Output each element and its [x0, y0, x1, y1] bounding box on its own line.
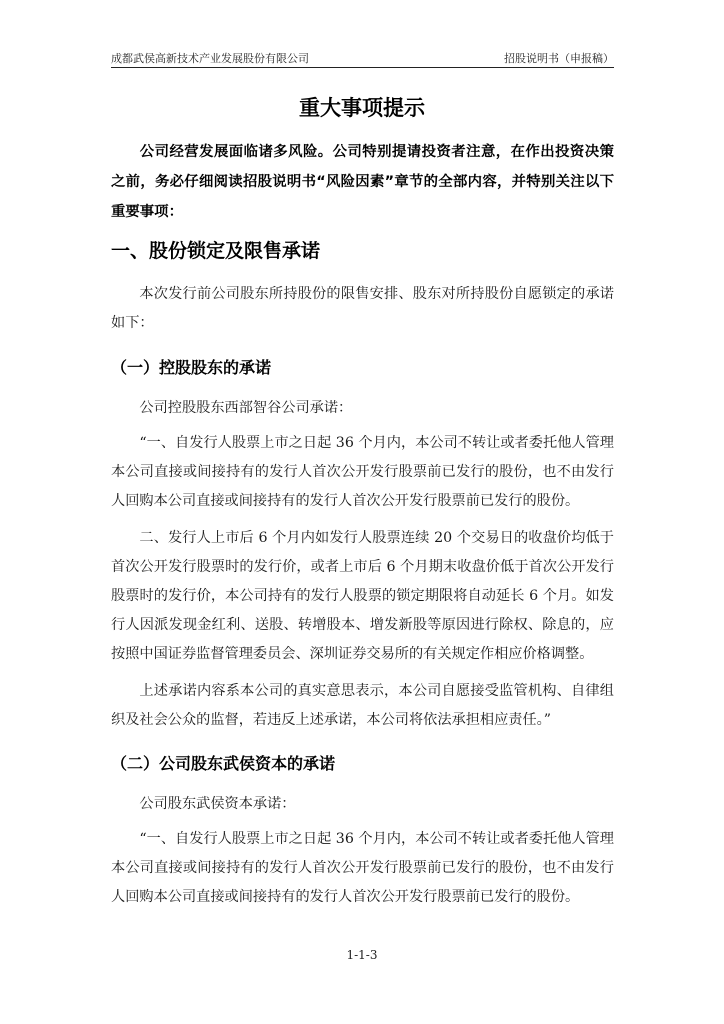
controlling-shareholder-lead: 公司控股股东西部智谷公司承诺： [139, 400, 353, 416]
section-lockup-paragraph: 本次发行前公司股东所持股份的限售安排、股东对所持股份自愿锁定的承诺如下： [111, 286, 614, 331]
header-company-name: 成都武侯高新技术产业发展股份有限公司 [111, 52, 309, 65]
header-document-type: 招股说明书（申报稿） [504, 52, 614, 65]
controlling-shareholder-commitment-2: 二、发行人上市后 6 个月内如发行人股票连续 20 个交易日的收盘价均低于首次公开发行股票时的发行价，或者上市后 6 个月期末收盘价低于首次公开发行股票时的发行价，本公司持有的发行人股票的锁定期限将自动延长 6 个月。如发行人因派发现金红利、送股、转增股本、增发新股等原因进行除权、除息的，应按照中国证券监督管理委员会、深圳证券交易所的有关规定作相应价格调整。 [111, 530, 614, 662]
wuhou-capital-lead: 公司股东武侯资本承诺： [139, 796, 296, 812]
page-header [111, 50, 614, 68]
controlling-shareholder-commitment-3: 上述承诺内容系本公司的真实意思表示，本公司自愿接受监管机构、自律组织及社会公众的监督，若违反上述承诺，本公司将依法承担相应责任。” [111, 683, 614, 728]
wuhou-capital-commitment-1: “一、自发行人股票上市之日起 36 个月内，本公司不转让或者委托他人管理本公司直接或间接持有的发行人首次公开发行股票前已发行的股份，也不由发行人回购本公司直接或间接持有的发行人首次公开发行股票前已发行的股份。 [111, 831, 614, 905]
intro-paragraph: 公司经营发展面临诸多风险。公司特别提请投资者注意，在作出投资决策之前，务必仔细阅读招股说明书“风险因素”章节的全部内容，并特别关注以下重要事项： [111, 144, 614, 220]
controlling-shareholder-commitment-1: “一、自发行人股票上市之日起 36 个月内，本公司不转让或者委托他人管理本公司直接或间接持有的发行人首次公开发行股票前已发行的股份，也不由发行人回购本公司直接或间接持有的发行人首次公开发行股票前已发行的股份。 [111, 435, 614, 509]
page-number: 1-1-3 [346, 948, 378, 962]
subsection-heading-controlling-shareholder: （一）控股股东的承诺 [111, 358, 272, 377]
header-divider [111, 67, 614, 68]
page-title: 重大事项提示 [299, 96, 425, 120]
subsection-heading-wuhou-capital: （二）公司股东武侯资本的承诺 [111, 754, 336, 773]
section-heading-lockup: 一、股份锁定及限售承诺 [111, 240, 321, 262]
